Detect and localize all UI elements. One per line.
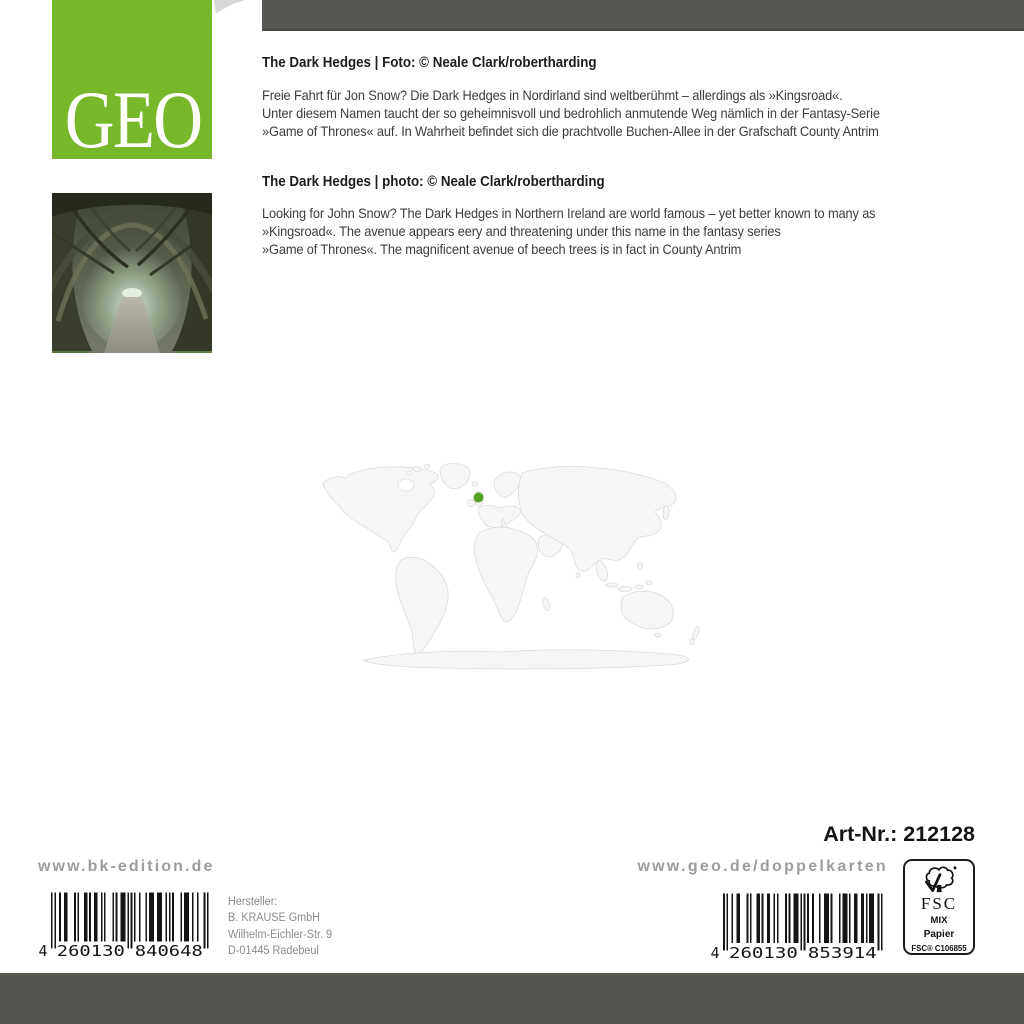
ean-barcode-left [36, 892, 212, 959]
geo-doppelkarten-url: www.geo.de/doppelkarten [637, 858, 888, 875]
corner-artifact [213, 0, 247, 14]
northern-ireland-marker [474, 493, 484, 503]
fsc-title: FSC [920, 894, 958, 913]
text-line: B. KRAUSE GmbH [228, 910, 321, 925]
ean-barcode-right [708, 893, 886, 961]
photo-scene [52, 193, 212, 353]
svg-text:4: 4 [38, 942, 48, 959]
fsc-label [903, 859, 975, 955]
fsc-tree-icon [919, 864, 959, 895]
world-map-landmasses [323, 464, 699, 669]
german-caption-text [262, 87, 926, 141]
text-line: Wilhelm-Eichler-Str. 9 [228, 926, 333, 941]
text-line: D-01445 Radebeul [228, 943, 319, 958]
manufacturer-address [228, 893, 346, 959]
hudson-bay [398, 479, 414, 491]
svg-text:840648: 840648 [134, 942, 203, 959]
article-number: Art-Nr.: 212128 [823, 822, 975, 846]
fsc-papier-label: Papier [923, 928, 955, 940]
top-bar [262, 0, 1024, 31]
svg-text:853914: 853914 [807, 944, 877, 961]
fsc-license-code: FSC® C106855 [911, 943, 967, 953]
svg-text:260130: 260130 [56, 942, 125, 959]
text-line: »Kingsroad«. The avenue appears eery and threatening under this name in the fantasy series [262, 224, 781, 239]
dark-hedges-photo-thumbnail [52, 193, 212, 353]
text-line: Hersteller: [228, 894, 278, 908]
text-line: »Game of Thrones« auf. In Wahrheit befindet sich die prachtvolle Buchen-Allee in der Grafschaft County Antrim [262, 124, 879, 139]
world-map [322, 463, 738, 672]
fsc-mix-label: MIX [930, 915, 948, 926]
svg-text:4: 4 [710, 944, 720, 961]
text-line: Freie Fahrt für Jon Snow? Die Dark Hedges in Nordirland sind weltberühmt – allerdings als »Kingsroad«. [262, 88, 843, 103]
text-line: »Game of Thrones«. The magnificent avenue of beech trees is in fact in County Antrim [262, 242, 742, 257]
bk-edition-url: www.bk-edition.de [38, 858, 215, 875]
english-caption-heading: The Dark Hedges | photo: © Neale Clark/robertharding [262, 174, 605, 190]
text-line: Unter diesem Namen taucht der so geheimnisvoll und bedrohlich anmutende Weg nämlich in der Fantasy-Serie [262, 106, 880, 121]
english-caption-text [262, 205, 922, 259]
german-caption-heading: The Dark Hedges | Foto: © Neale Clark/robertharding [262, 55, 597, 71]
text-line: Looking for John Snow? The Dark Hedges in Northern Ireland are world famous – yet better known to many as [262, 206, 876, 221]
geo-logo-text: GEO [64, 73, 202, 165]
svg-text:260130: 260130 [728, 944, 798, 961]
bottom-bar [0, 973, 1024, 1024]
geo-logo [52, 0, 212, 165]
